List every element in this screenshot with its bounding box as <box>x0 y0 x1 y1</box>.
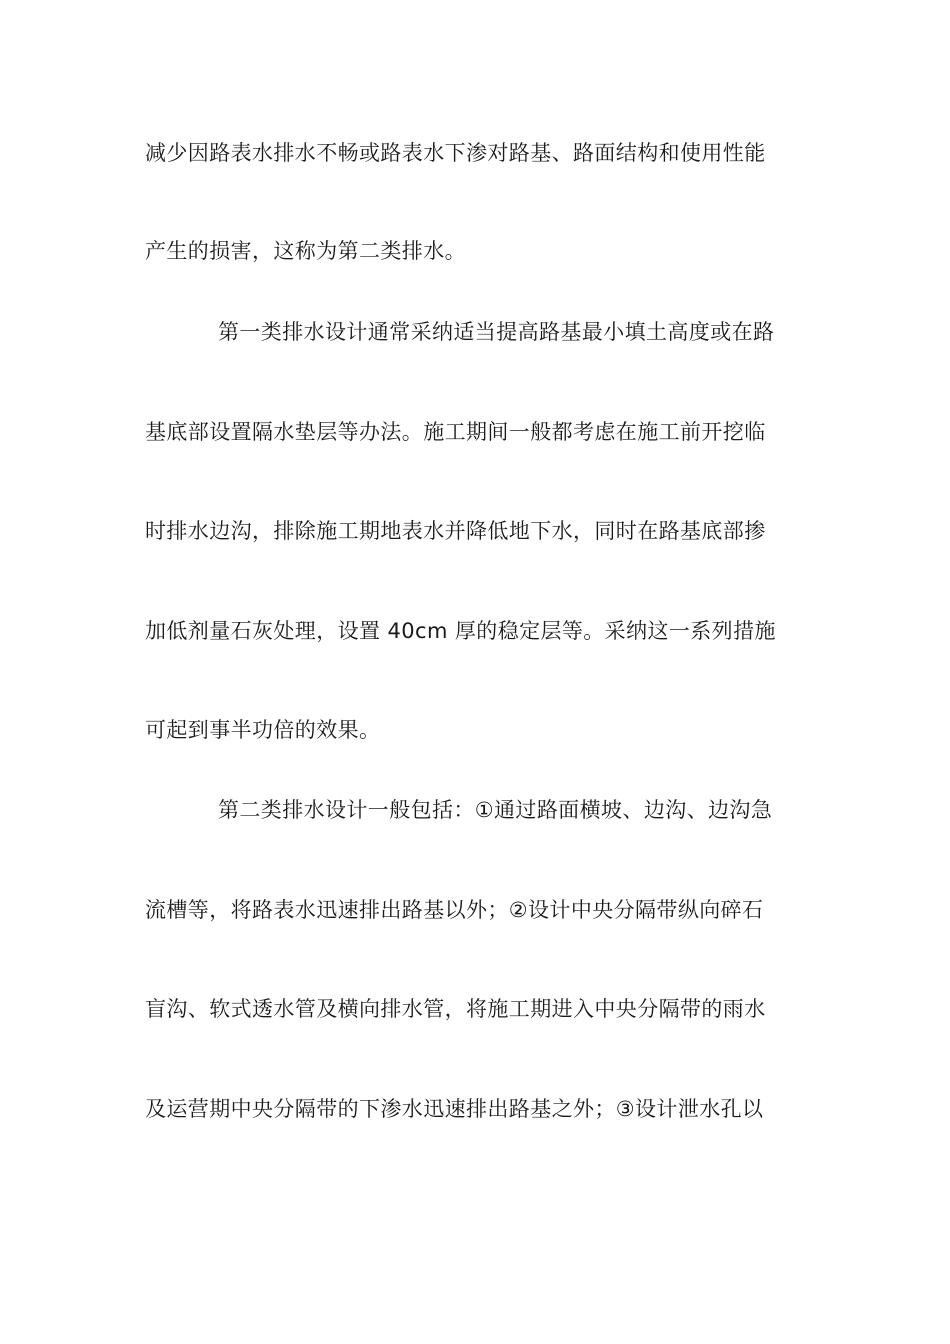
paragraph-1-first-line: 第一类排水设计通常采纳适当提高路基最小填土高度或在路 <box>218 320 775 344</box>
text-line-1: 减少因路表水排水不畅或路表水下渗对路基、路面结构和使用性能 <box>145 141 766 165</box>
text-line-10: 盲沟、软式透水管及横向排水管，将施工期进入中央分隔带的雨水 <box>145 997 766 1021</box>
paragraph-2-first-line: 第二类排水设计一般包括：①通过路面横坡、边沟、边沟急 <box>218 798 773 822</box>
text-line-5: 时排水边沟，排除施工期地表水并降低地下水，同时在路基底部掺 <box>145 519 766 543</box>
text-line-4: 基底部设置隔水垫层等办法。施工期间一般都考虑在施工前开挖临 <box>145 420 766 444</box>
text-line-6: 加低剂量石灰处理，设置 40cm 厚的稳定层等。采纳这一系列措施 <box>145 619 776 643</box>
text-line-7: 可起到事半功倍的效果。 <box>145 718 381 742</box>
text-line-2: 产生的损害，这称为第二类排水。 <box>145 239 466 263</box>
text-line-9: 流槽等，将路表水迅速排出路基以外；②设计中央分隔带纵向碎石 <box>145 898 764 922</box>
text-line-11: 及运营期中央分隔带的下渗水迅速排出路基之外；③设计泄水孔以 <box>145 1097 764 1121</box>
